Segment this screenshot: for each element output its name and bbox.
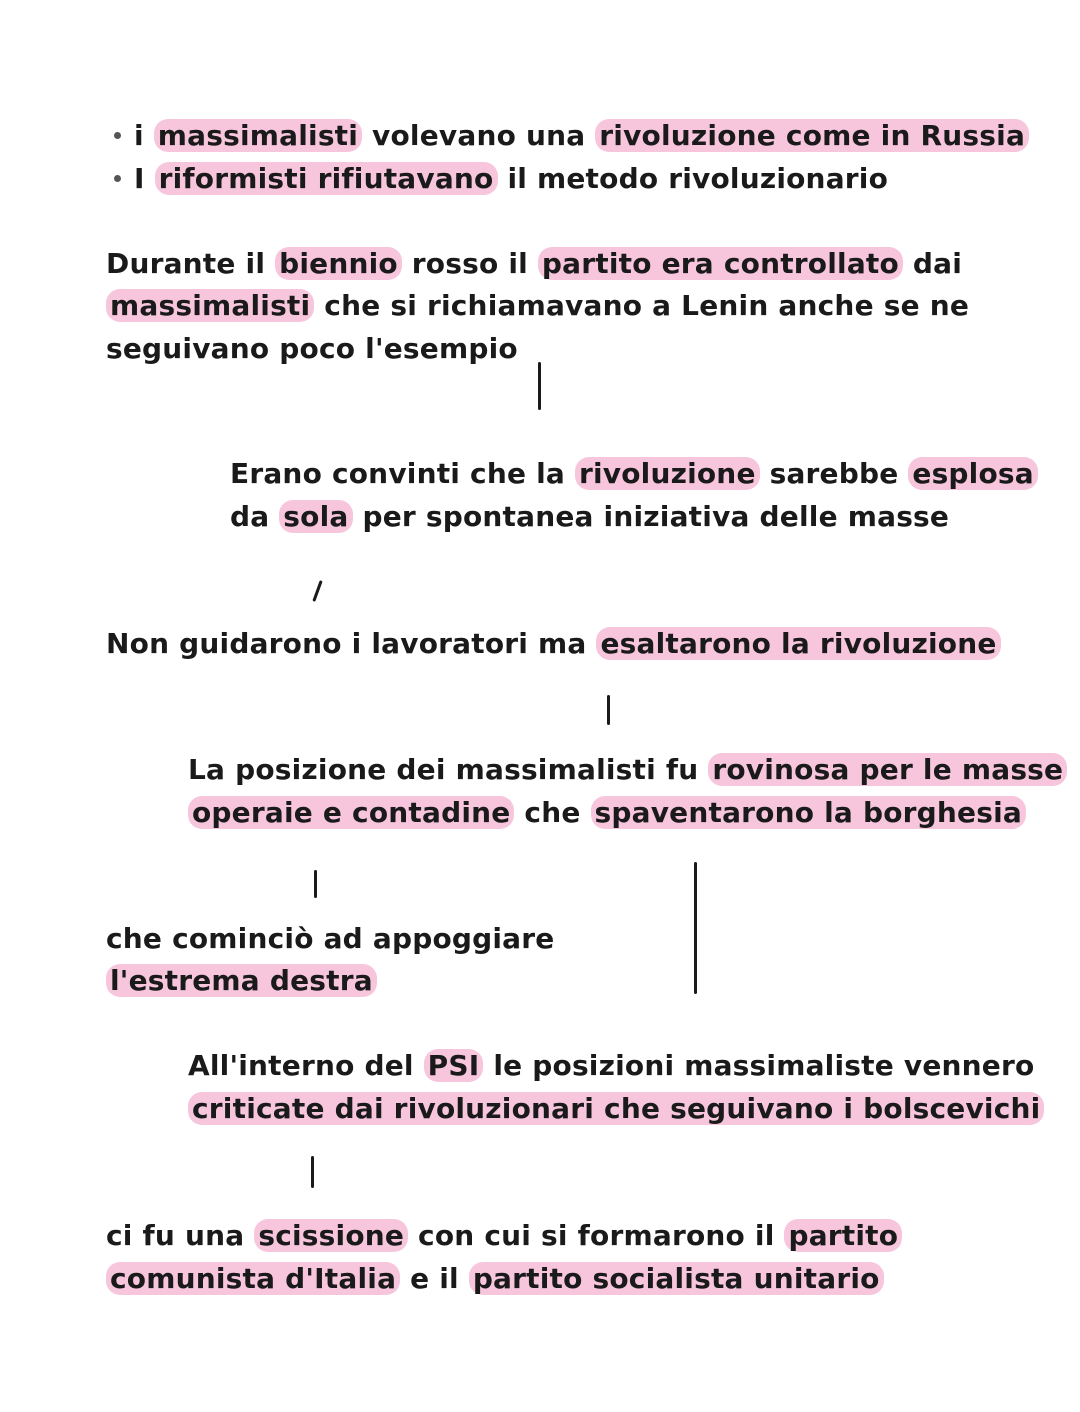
- note-line: Durante il biennio rosso il partito era controllato dai: [106, 247, 963, 280]
- highlight: scissione: [254, 1219, 408, 1252]
- highlight: sola: [279, 500, 352, 533]
- highlight: PSI: [424, 1049, 484, 1082]
- connector-line: [314, 870, 317, 898]
- connector-line: [694, 862, 697, 994]
- highlight: partito: [784, 1219, 902, 1252]
- note-line: che cominciò ad appoggiare: [106, 922, 555, 955]
- bullet-item-riformisti: I riformisti rifiutavano il metodo rivoluzionario: [134, 162, 889, 195]
- bullet-item-massimalisti: i massimalisti volevano una rivoluzione come in Russia: [134, 118, 1029, 154]
- highlight: massimalisti: [154, 119, 362, 152]
- highlight: biennio: [275, 247, 402, 280]
- highlight: comunista d'Italia: [106, 1262, 400, 1295]
- note-line: [188, 1091, 1044, 1127]
- note-line: massimalisti che si richiamavano a Lenin anche se ne: [106, 288, 969, 324]
- highlight: rivoluzione: [575, 457, 760, 490]
- note-line: da sola per spontanea iniziativa delle masse: [230, 500, 950, 533]
- note-line: [106, 963, 377, 999]
- note-line: comunista d'Italia e il partito socialista unitario: [106, 1261, 884, 1297]
- highlight: rivoluzione come in Russia: [595, 119, 1029, 152]
- note-line: operaie e contadine che spaventarono la borghesia: [188, 795, 1026, 831]
- note-line: Erano convinti che la rivoluzione sarebbe esplosa: [230, 456, 1038, 492]
- highlight: riformisti rifiutavano: [155, 162, 498, 195]
- note-line: ci fu una scissione con cui si formarono il partito: [106, 1218, 902, 1254]
- note-line: La posizione dei massimalisti fu rovinosa per le masse: [188, 752, 1067, 788]
- connector-line: [311, 1156, 314, 1188]
- connector-slash: [312, 580, 322, 602]
- connector-line: [607, 695, 610, 725]
- highlight: esaltarono la rivoluzione: [596, 627, 1000, 660]
- bullet-dot: [114, 175, 121, 182]
- highlight: partito socialista unitario: [469, 1262, 884, 1295]
- connector-line: [538, 362, 541, 410]
- highlight: l'estrema destra: [106, 964, 377, 997]
- note-line: seguivano poco l'esempio: [106, 332, 518, 365]
- highlight: partito era controllato: [538, 247, 903, 280]
- note-line: All'interno del PSI le posizioni massimaliste vennero: [188, 1049, 1035, 1082]
- highlight: spaventarono la borghesia: [591, 796, 1026, 829]
- bullet-dot: [114, 132, 121, 139]
- highlight: operaie e contadine: [188, 796, 514, 829]
- note-line: Non guidarono i lavoratori ma esaltarono la rivoluzione: [106, 626, 1001, 662]
- highlight: criticate dai rivoluzionari che seguivano i bolscevichi: [188, 1092, 1044, 1125]
- highlight: esplosa: [908, 457, 1038, 490]
- highlight: rovinosa per le masse: [708, 753, 1067, 786]
- highlight: massimalisti: [106, 289, 314, 322]
